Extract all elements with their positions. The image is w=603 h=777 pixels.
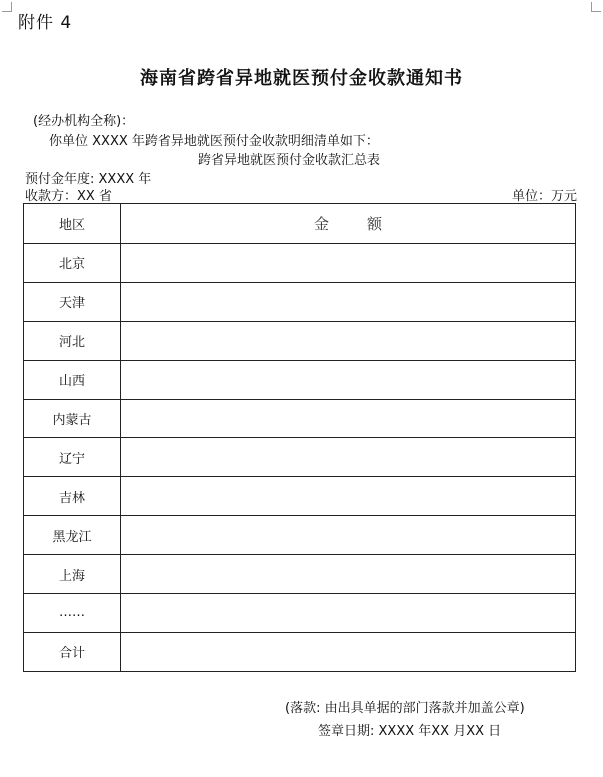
table-row	[24, 477, 576, 516]
amount-cell[interactable]	[121, 321, 576, 360]
table-row	[24, 321, 576, 360]
table-row	[24, 438, 576, 477]
region-cell: 吉林	[24, 477, 121, 516]
table-header-row	[24, 204, 576, 244]
payee-line: 收款方：XX 省	[25, 189, 112, 204]
prepayment-year: 预付金年度: XXXX 年	[25, 172, 152, 187]
intro-line: 你单位 XXXX 年跨省异地就医预付金收款明细清单如下：	[49, 134, 379, 149]
region-cell: 内蒙古	[24, 399, 121, 438]
table-caption: 跨省异地就医预付金收款汇总表	[198, 153, 381, 168]
region-cell: 河北	[24, 321, 121, 360]
region-cell: 黑龙江	[24, 516, 121, 555]
amount-cell[interactable]	[121, 399, 576, 438]
table-row	[24, 516, 576, 555]
table-row	[24, 282, 576, 321]
table-row	[24, 555, 576, 594]
unit-label: 单位：万元	[511, 189, 577, 204]
document-title: 海南省跨省异地就医预付金收款通知书	[140, 68, 463, 89]
amount-cell[interactable]	[121, 438, 576, 477]
region-cell: 山西	[24, 360, 121, 399]
stamp-note: (落款: 由出具单据的部门落款并加盖公章)	[285, 701, 525, 716]
amount-cell[interactable]	[121, 244, 576, 283]
region-cell: 天津	[24, 282, 121, 321]
amount-cell[interactable]	[121, 632, 576, 671]
amount-cell[interactable]	[121, 516, 576, 555]
table-row	[24, 399, 576, 438]
region-cell: 上海	[24, 555, 121, 594]
table-row	[24, 632, 576, 671]
amount-cell[interactable]	[121, 477, 576, 516]
recipient-line: (经办机构全称)：	[33, 114, 135, 129]
attachment-label: 附件 4	[18, 13, 73, 33]
amount-cell[interactable]	[121, 360, 576, 399]
header-amount: 金额	[121, 204, 576, 244]
header-region: 地区	[24, 204, 121, 244]
amount-cell[interactable]	[121, 594, 576, 633]
table-row	[24, 244, 576, 283]
corner-mark-top-left	[2, 2, 12, 12]
region-cell: ……	[24, 594, 121, 633]
region-cell: 北京	[24, 244, 121, 283]
region-cell: 辽宁	[24, 438, 121, 477]
table-row	[24, 360, 576, 399]
sign-date: 签章日期: XXXX 年XX 月XX 日	[318, 724, 502, 739]
corner-mark-top-right	[591, 2, 601, 12]
amount-cell[interactable]	[121, 282, 576, 321]
region-cell: 合计	[24, 632, 121, 671]
summary-table	[23, 203, 576, 672]
amount-cell[interactable]	[121, 555, 576, 594]
table-row	[24, 594, 576, 633]
